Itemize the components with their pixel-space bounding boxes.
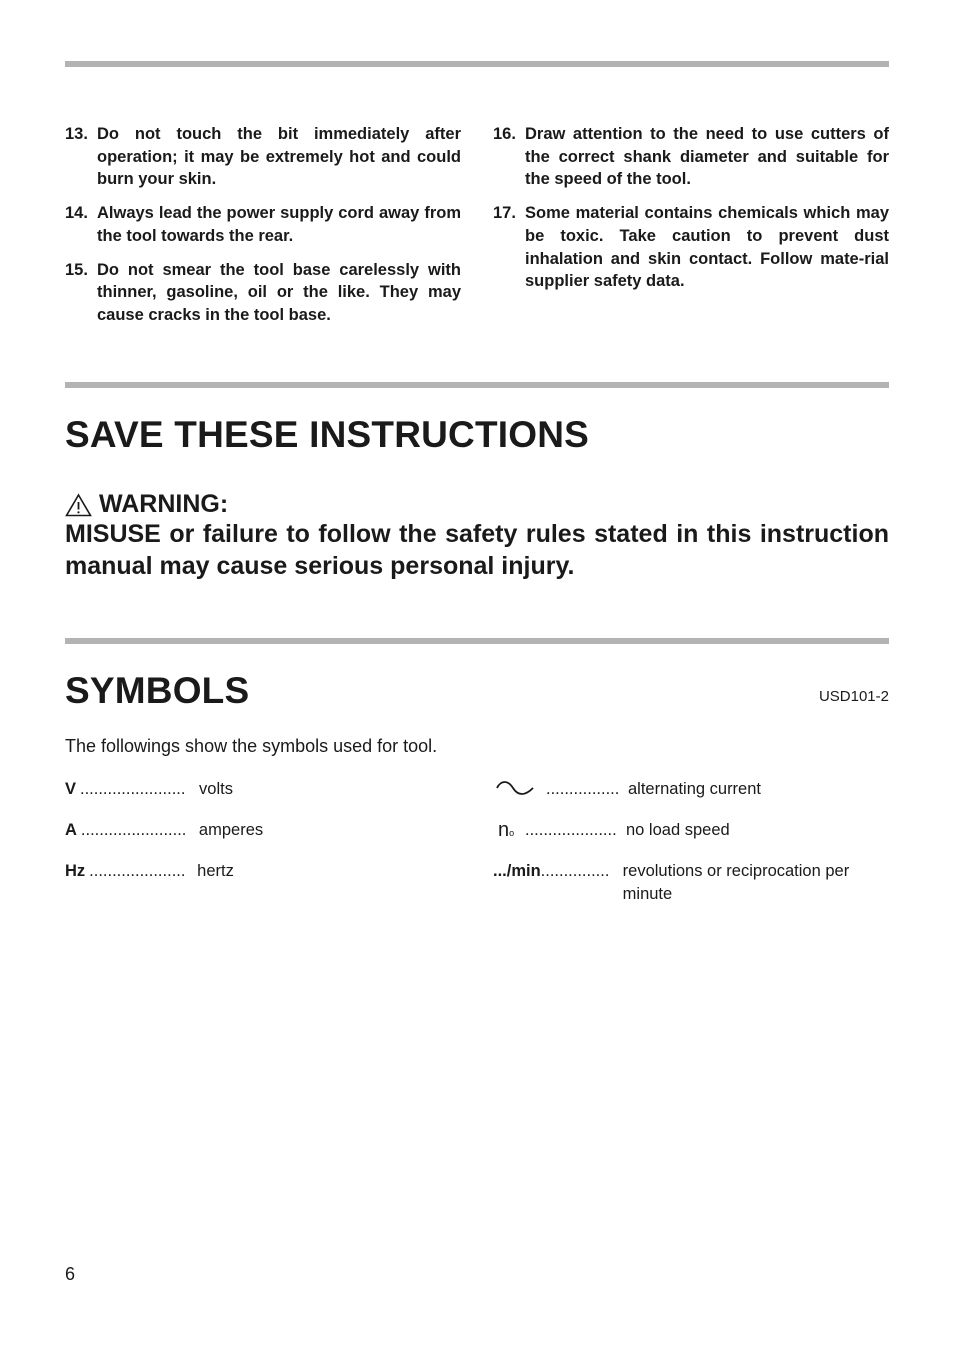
symbol-leader: ..................... [89,862,186,880]
list-item [65,259,461,327]
symbol-key: V [65,780,77,798]
symbol-row-alternating-current [493,778,889,801]
symbol-row-hertz [65,860,445,883]
warning-title [65,490,228,519]
alternating-current-icon [493,778,537,800]
item-text: Some material contains chemicals which may be toxic. Take caution to prevent dust inhalation and skin contact. Follow mate-rial supplier safety data. [525,204,889,291]
item-text: Always lead the power supply cord away from the tool towards the rear. [97,204,461,245]
symbol-description: no load speed [626,821,730,839]
save-instructions-heading: SAVE THESE INSTRUCTIONS [65,414,590,455]
symbol-description: amperes [198,821,264,839]
symbol-row-amperes [65,819,445,842]
symbol-row-volts [65,778,445,801]
symbol-key: .../min [493,862,541,880]
section-rule [65,638,889,644]
page-number: 6 [65,1264,76,1284]
item-number: 13. [65,125,88,143]
symbol-key-subscript: o [509,828,515,838]
symbols-heading: SYMBOLS [65,670,250,711]
right-safety-list [493,123,889,304]
description-line: minute [622,884,673,903]
item-text: Do not touch the bit immediately after operation; it may be extremely hot and could burn your skin. [97,125,461,189]
description-line: revolutions or reciprocation per [622,862,850,880]
item-number: 14. [65,204,88,223]
item-text: Draw attention to the need to use cutters of the correct shank diameter and suitable for the speed of the tool. [525,125,889,189]
item-number: 16. [493,125,516,143]
symbol-leader: ....................... [80,780,186,798]
list-item [493,202,889,293]
symbol-description [623,860,850,905]
warning-label: WARNING: [99,490,229,518]
item-text: Do not smear the tool base carelessly with thinner, gasoline, oil or the like. They may cause cracks in the tool base. [97,260,461,324]
symbol-key: Hz [65,862,86,880]
symbol-leader: ................ [546,780,620,798]
list-item [493,123,889,191]
symbol-key: n [498,819,510,841]
left-safety-list [65,123,461,338]
top-rule [65,61,889,67]
warning-triangle-icon [65,493,92,517]
section-rule [65,382,889,388]
warning-text: MISUSE or failure to follow the safety rules stated in this instruction manual may cause serious personal injury. [65,520,889,580]
list-item [65,202,461,247]
item-number: 17. [493,204,516,223]
symbol-description: hertz [197,862,234,880]
symbol-row-per-minute [493,860,889,905]
symbol-key: A [65,821,77,839]
list-item [65,123,461,191]
symbol-leader: ............... [540,862,610,880]
symbol-leader: .................... [525,821,617,839]
symbol-leader: ....................... [80,821,187,839]
symbol-description: alternating current [628,780,761,798]
no-load-speed-symbol [493,819,525,845]
symbol-description: volts [199,780,233,798]
symbol-row-no-load-speed [493,819,889,845]
symbols-intro: The followings show the symbols used for tool. [65,736,438,756]
document-code: USD101-2 [818,688,889,705]
item-number: 15. [65,260,88,279]
